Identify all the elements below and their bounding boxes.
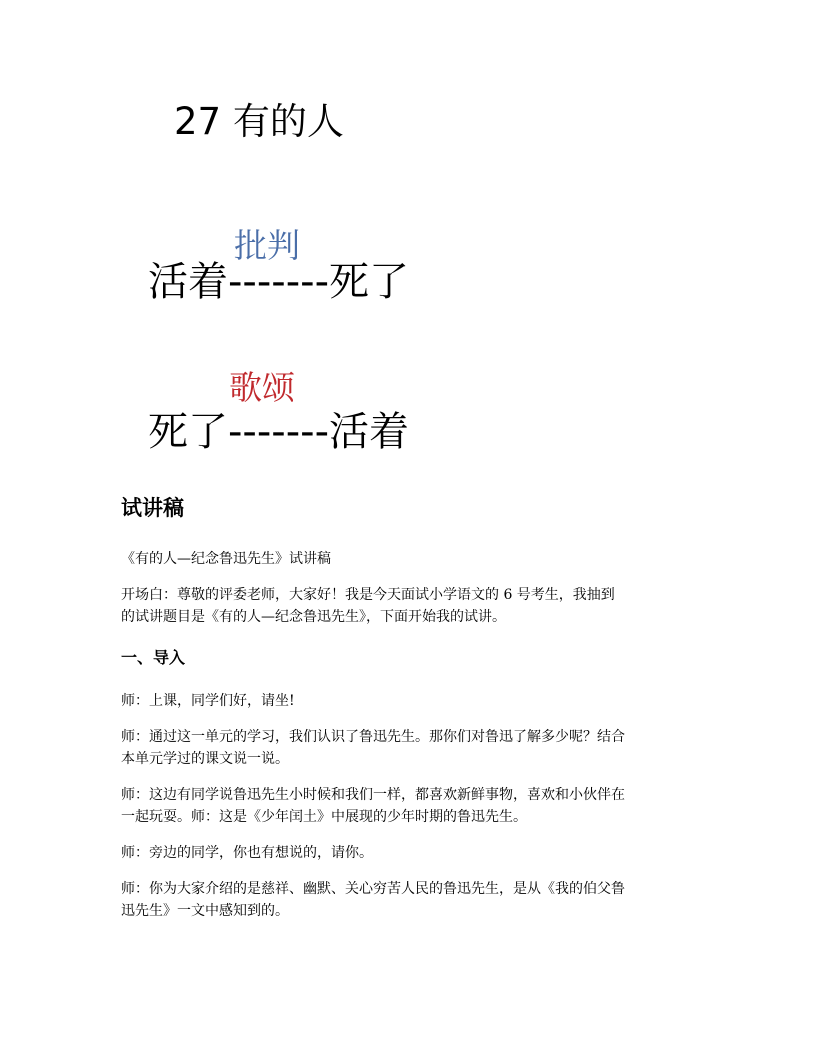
paragraph-3-line-1: 师：这边有同学说鲁迅先生小时候和我们一样，都喜欢新鲜事物，喜欢和小伙伴在 — [121, 787, 625, 803]
blackboard-line-alive-dead: 活着-------死了 — [148, 259, 410, 305]
tag-criticize: 批判 — [234, 226, 300, 265]
lesson-title: 27 有的人 — [174, 100, 344, 143]
paragraph-4: 师：旁边的同学，你也有想说的，请你。 — [121, 845, 373, 861]
document-title: 《有的人—纪念鲁迅先生》试讲稿 — [121, 551, 331, 567]
tag-praise: 歌颂 — [229, 368, 295, 407]
paragraph-5-line-1: 师：你为大家介绍的是慈祥、幽默、关心穷苦人民的鲁迅先生，是从《我的伯父鲁 — [121, 881, 625, 897]
opening-line-2: 的试讲题目是《有的人—纪念鲁迅先生》，下面开始我的试讲。 — [121, 609, 506, 625]
paragraph-2-line-1: 师：通过这一单元的学习，我们认识了鲁迅先生。那你们对鲁迅了解多少呢？结合 — [121, 729, 625, 745]
paragraph-1: 师：上课，同学们好，请坐! — [121, 693, 295, 709]
paragraph-3 — [121, 784, 701, 828]
opening-paragraph — [121, 584, 701, 628]
paragraph-2-line-2: 本单元学过的课文说一说。 — [121, 751, 289, 767]
paragraph-5 — [121, 878, 701, 922]
paragraph-5-line-2: 迅先生》一文中感知到的。 — [121, 903, 289, 919]
opening-line-1: 开场白：尊敬的评委老师，大家好！我是今天面试小学语文的 6 号考生，我抽到 — [121, 587, 615, 603]
section-heading-intro: 一、导入 — [121, 648, 186, 667]
blackboard-line-dead-alive: 死了-------活着 — [148, 409, 410, 455]
paragraph-3-line-2: 一起玩耍。师：这是《少年闰土》中展现的少年时期的鲁迅先生。 — [121, 809, 527, 825]
document-heading: 试讲稿 — [121, 496, 184, 520]
paragraph-2 — [121, 726, 701, 770]
